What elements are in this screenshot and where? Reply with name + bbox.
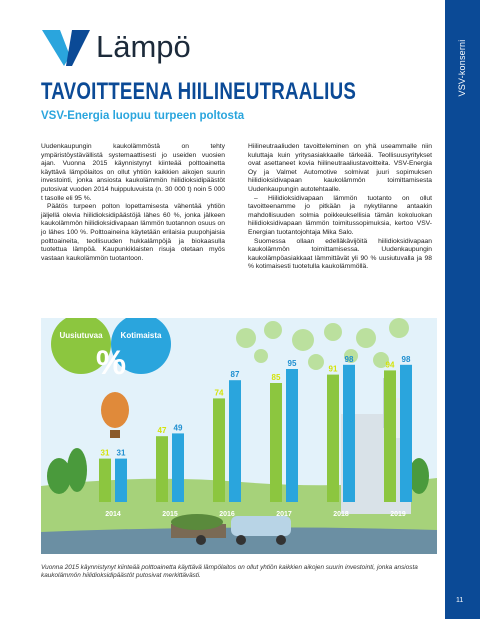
wheel [276,535,286,545]
cloud [292,329,314,351]
energy-infographic [41,318,437,554]
bar-renewable-2016 [213,398,225,502]
cloud [324,323,342,341]
data-label: 74 [214,388,224,398]
data-label: 85 [271,373,281,382]
brand-name: Lämpö [96,29,191,64]
page-number: 11 [456,597,464,604]
data-label: 31 [100,448,110,458]
bar-renewable-2017 [270,383,282,502]
cloud [389,318,409,338]
paragraph: Uudenkaupungin kaukolämmöstä on tehty ympäristöystävällistä systemaattisesti jo useiden vuosien ajan. Vuonna 2015 käynnistynyt kiinteää polttoainetta käyttävä lämpölaitos on ollut yhtiön kaikkien aikojen suurin investointi, jonka ansiosta kaukolämmön hiilidioksidipäästöt putosivat vuoden 2014 huippuluvuista (n. 30 000 t) noin 5 000 t tasolle eli 95 %. [41,143,225,202]
badge-label-domestic: Kotimaista [120,331,162,340]
badge-label-renewable: Uusiutuvaa [59,331,103,340]
logo-v-mark-left [42,30,70,66]
infographic-illustration [41,318,437,554]
bar-domestic-2015 [172,433,184,502]
cloud [254,349,268,363]
article-column-left [41,143,225,263]
bar-domestic-2018 [343,365,355,502]
logo-v-mark-right [66,30,90,66]
bar-renewable-2014 [99,459,111,502]
paragraph: Suomessa ollaan edelläkävijöitä hiilidioksidivapaan kaukolämmön toimittamisessa. Uudenkaupungin kaukolämpöasiakkaat lämmittävät yli 90 % uusiutuvalla ja 98 % kotimaisesti tuotetulla kaukolämmöllä. [248,237,432,271]
bar-renewable-2019 [384,370,396,502]
paragraph: Päätös turpeen polton lopettamisesta vähentää yhtiön jäljellä olevia hiilidioksidipäästöjä lähes 60 %, jonka jälkeen kaukolämmön hiilidioksidivapaan lämmön tuotannon osuus on jo lähes 100 %. Polttoaineina käytetään erilaisia puupohjaisia polttoaineita, teollisuuden hukkalämpöjä ja biokaasulla tuotettua lämpöä. Kaupunkiklaisten risuja otetaan myös vastaan kaukolämmön tuotantoon. [41,203,225,262]
tree [67,448,87,492]
wheel [236,535,246,545]
data-label: 95 [287,359,297,368]
data-label: 91 [328,364,338,374]
paragraph: – Hiilidioksidivapaan lämmön tuotanto on ollut tavoitteenamme jo pitkään ja nykytilanne antaakin mahdollisuuden solmia poikkeuksellisia tämän kokoluokan hiilidioksidivapaan lämmön toimitussopimuksia, kertoo VSV-Energian tuotantojohtaja Mika Salo. [248,194,432,236]
article-subtitle: VSV-Energia luopuu turpeen poltosta [41,110,245,122]
percent-symbol: % [95,344,127,382]
data-label: 98 [344,354,354,364]
year-label: 2014 [105,511,121,518]
bar-domestic-2017 [286,369,298,502]
trailer-load [171,514,223,530]
paragraph: Hiilineutraaliuden tavoitteleminen on yhä useammalle niin kuluttaja kuin yritysasiakkaalle tärkeää. Teollisuusyritykset ovat asettaneet kovia hiilineutraaliustavoitteita. VSV-Energia Oy ja Valmet Automotive solmivat juuri sopimuksen hiilidioksidivapaan kaukolämmön toimittamisesta Uudenkaupungin autotehtaalle. [248,143,432,193]
bar-domestic-2019 [400,365,412,502]
cloud [236,328,256,348]
year-label: 2019 [390,511,406,518]
wheel [196,535,206,545]
balloon-basket [110,430,120,438]
year-label: 2015 [162,511,178,518]
bar-domestic-2016 [229,380,241,502]
data-label: 47 [157,426,167,436]
car-body [231,516,291,536]
bar-renewable-2015 [156,436,168,502]
bar-domestic-2014 [115,459,127,502]
cloud [308,354,324,370]
balloon-envelope [101,392,129,428]
section-label: VSV-konserni [457,39,467,97]
year-label: 2016 [219,511,235,518]
year-label: 2018 [333,511,349,518]
data-label: 98 [401,354,411,364]
cloud [264,321,282,339]
data-label: 94 [385,360,395,370]
data-label: 31 [116,448,126,458]
bar-renewable-2018 [327,375,339,502]
cloud [356,328,376,348]
data-label: 87 [230,370,240,380]
article-title: TAVOITTEENA HIILINEUTRAALIUS [41,78,357,105]
year-label: 2017 [276,511,292,518]
image-caption: Vuonna 2015 käynnistynyt kiinteää polttoainetta käyttävä lämpölaitos on ollut yhtiön kaikkien aikojen suurin investointi, jonka ansiosta kaukolämmön hiilidioksidipäästöt putosivat merkittävästi. [41,564,418,580]
article-column-right [248,143,432,272]
data-label: 49 [173,423,183,433]
